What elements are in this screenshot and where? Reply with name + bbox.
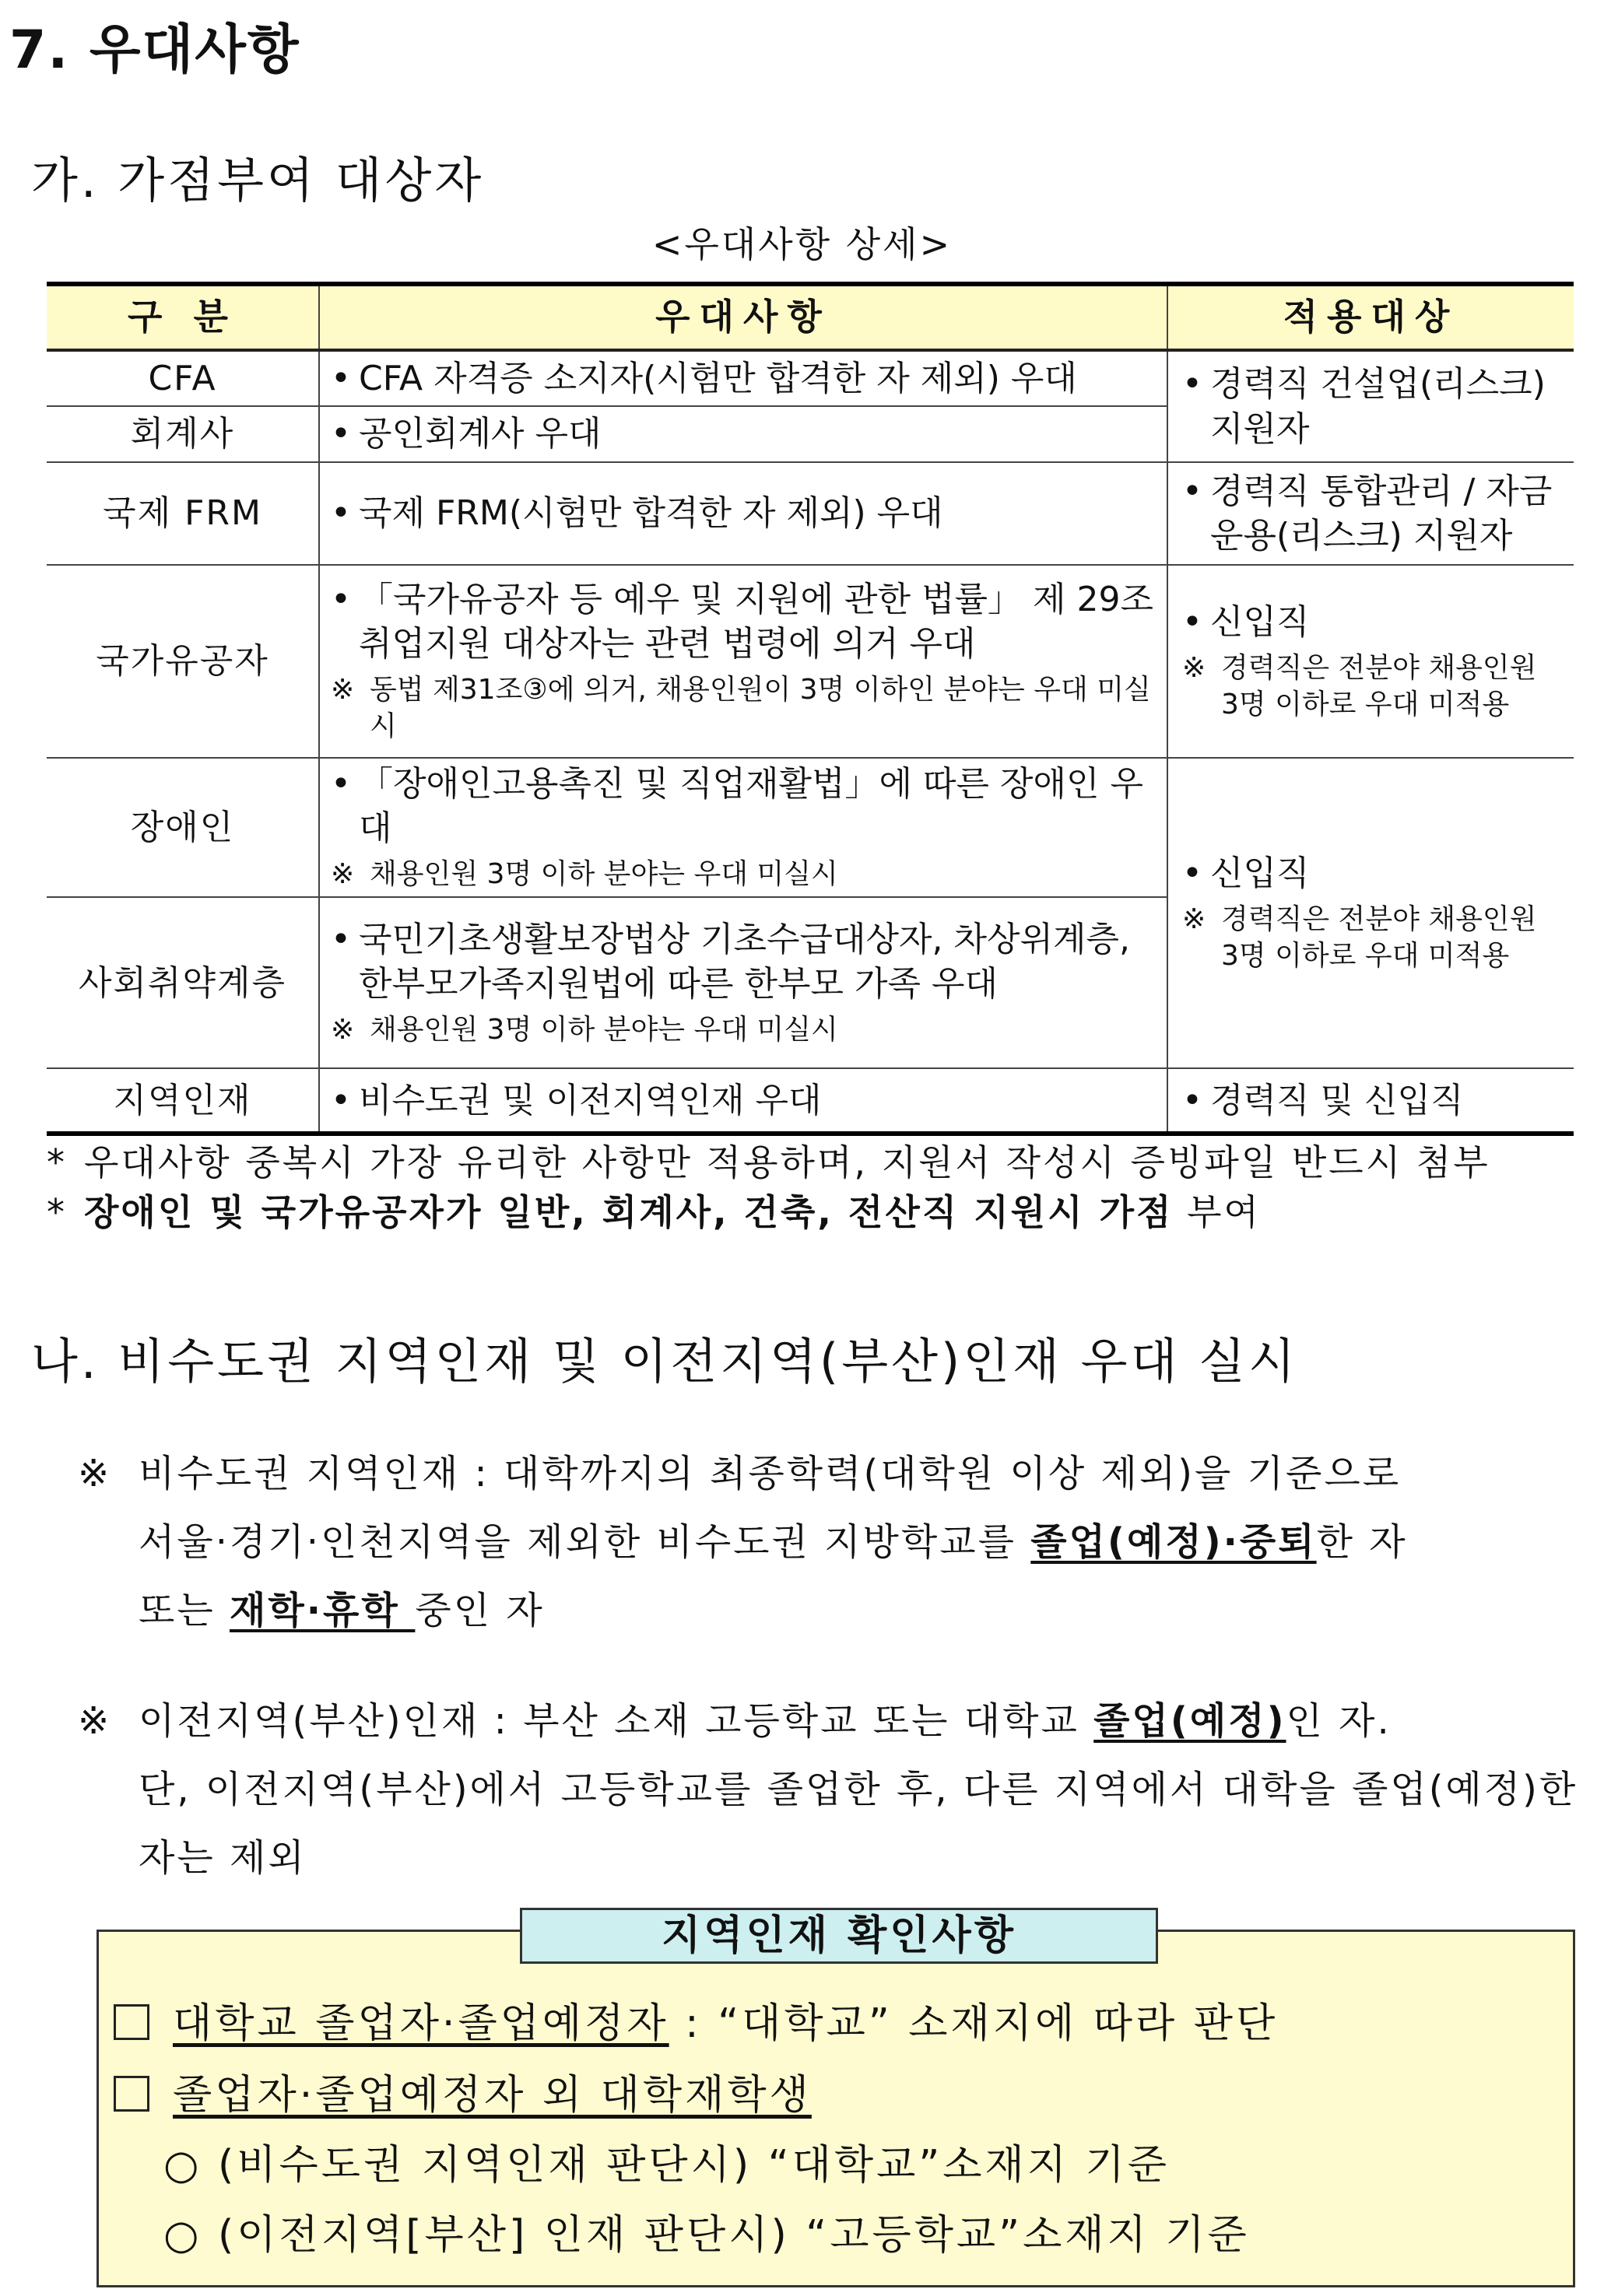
- header-benefit: 우대사항: [319, 284, 1167, 350]
- footnote-1: * 우대사항 중복시 가장 유리한 사항만 적용하며, 지원서 작성시 증빙파일 반드시 첨부: [47, 1141, 1490, 1183]
- paragraph-busan: ※ 이전지역(부산)인재 : 부산 소재 고등학교 또는 대학교 졸업(예정)인 자. 단, 이전지역(부산)에서 고등학교를 졸업한 후, 다른 지역에서 대학을 졸업(예정)한 자는 제외: [78, 1699, 1578, 1880]
- section-a-heading: 가. 가점부여 대상자: [31, 152, 485, 209]
- circle-bullet-icon: ○: [163, 2142, 202, 2189]
- category-cell: 국가유공자: [47, 565, 319, 758]
- benefit-cell: • CFA 자격증 소지자(시험만 합격한 자 제외) 우대: [319, 350, 1167, 406]
- check-item-graduates: 대학교 졸업자·졸업예정자 : “대학교” 소재지에 따라 판단: [114, 1990, 1278, 2049]
- sub-item-highschool: ○ (이전지역[부산] 인재 판단시) “고등학교”소재지 기준: [163, 2212, 1250, 2259]
- target-cell: • 경력직 통합관리 / 자금운용(리스크) 지원자: [1167, 462, 1574, 565]
- checkbox-icon: [114, 2004, 149, 2040]
- table-row: [47, 758, 1574, 897]
- section-b-heading: 나. 비수도권 지역인재 및 이전지역(부산)인재 우대 실시: [31, 1333, 1298, 1390]
- category-cell: 국제 FRM: [47, 462, 319, 565]
- category-cell: CFA: [47, 350, 319, 406]
- category-cell: 회계사: [47, 406, 319, 462]
- header-target: 적용대상: [1167, 284, 1574, 350]
- benefit-cell: • 비수도권 및 이전지역인재 우대: [319, 1068, 1167, 1134]
- footnote-2: * 장애인 및 국가유공자가 일반, 회계사, 건축, 전산직 지원시 가점 부여: [47, 1191, 1261, 1233]
- category-cell: 지역인재: [47, 1068, 319, 1134]
- table-row: [47, 565, 1574, 758]
- benefit-cell: • 「장애인고용촉진 및 직업재활법」에 따른 장애인 우대 ※ 채용인원 3명 이하 분야는 우대 미실시: [319, 758, 1167, 897]
- check-item-students: 졸업자·졸업예정자 외 대학재학생: [114, 2062, 812, 2120]
- table-row: [47, 462, 1574, 565]
- benefit-cell: • 「국가유공자 등 예우 및 지원에 관한 법률」 제 29조 취업지원 대상자는 관련 법령에 의거 우대 ※ 동법 제31조③에 의거, 채용인원이 3명 이하인 분야는 우대 미실시: [319, 565, 1167, 758]
- header-category: 구 분: [47, 284, 319, 350]
- paragraph-non-capital: ※ 비수도권 지역인재 : 대학까지의 최종학력(대학원 이상 제외)을 기준으로 서울·경기·인천지역을 제외한 비수도권 지방학교를 졸업(예정)·중퇴한 자 또는 재학·휴학 중인 자: [78, 1452, 1408, 1632]
- table-row: [47, 1068, 1574, 1134]
- benefit-cell: • 국제 FRM(시험만 합격한 자 제외) 우대: [319, 462, 1167, 565]
- box-title: 지역인재 확인사항: [520, 1908, 1158, 1964]
- benefit-cell: • 공인회계사 우대: [319, 406, 1167, 462]
- checkbox-icon: [114, 2076, 149, 2112]
- table-caption: <우대사항 상세>: [651, 223, 953, 265]
- page-title: 7. 우대사항: [9, 19, 300, 81]
- sub-item-university: ○ (비수도권 지역인재 판단시) “대학교”소재지 기준: [163, 2142, 1170, 2189]
- target-cell: • 경력직 및 신입직: [1167, 1068, 1574, 1134]
- preference-table: [47, 282, 1574, 1136]
- category-cell: 사회취약계층: [47, 897, 319, 1068]
- benefit-cell: • 국민기초생활보장법상 기초수급대상자, 차상위계층, 한부모가족지원법에 따른 한부모 가족 우대 ※ 채용인원 3명 이하 분야는 우대 미실시: [319, 897, 1167, 1068]
- target-cell: • 신입직 ※ 경력직은 전분야 채용인원 3명 이하로 우대 미적용: [1167, 565, 1574, 758]
- table-row: [47, 350, 1574, 406]
- table-header-row: [47, 284, 1574, 350]
- target-cell: • 경력직 건설업(리스크) 지원자: [1167, 350, 1574, 462]
- circle-bullet-icon: ○: [163, 2212, 202, 2259]
- category-cell: 장애인: [47, 758, 319, 897]
- target-cell: • 신입직 ※ 경력직은 전분야 채용인원 3명 이하로 우대 미적용: [1167, 758, 1574, 1068]
